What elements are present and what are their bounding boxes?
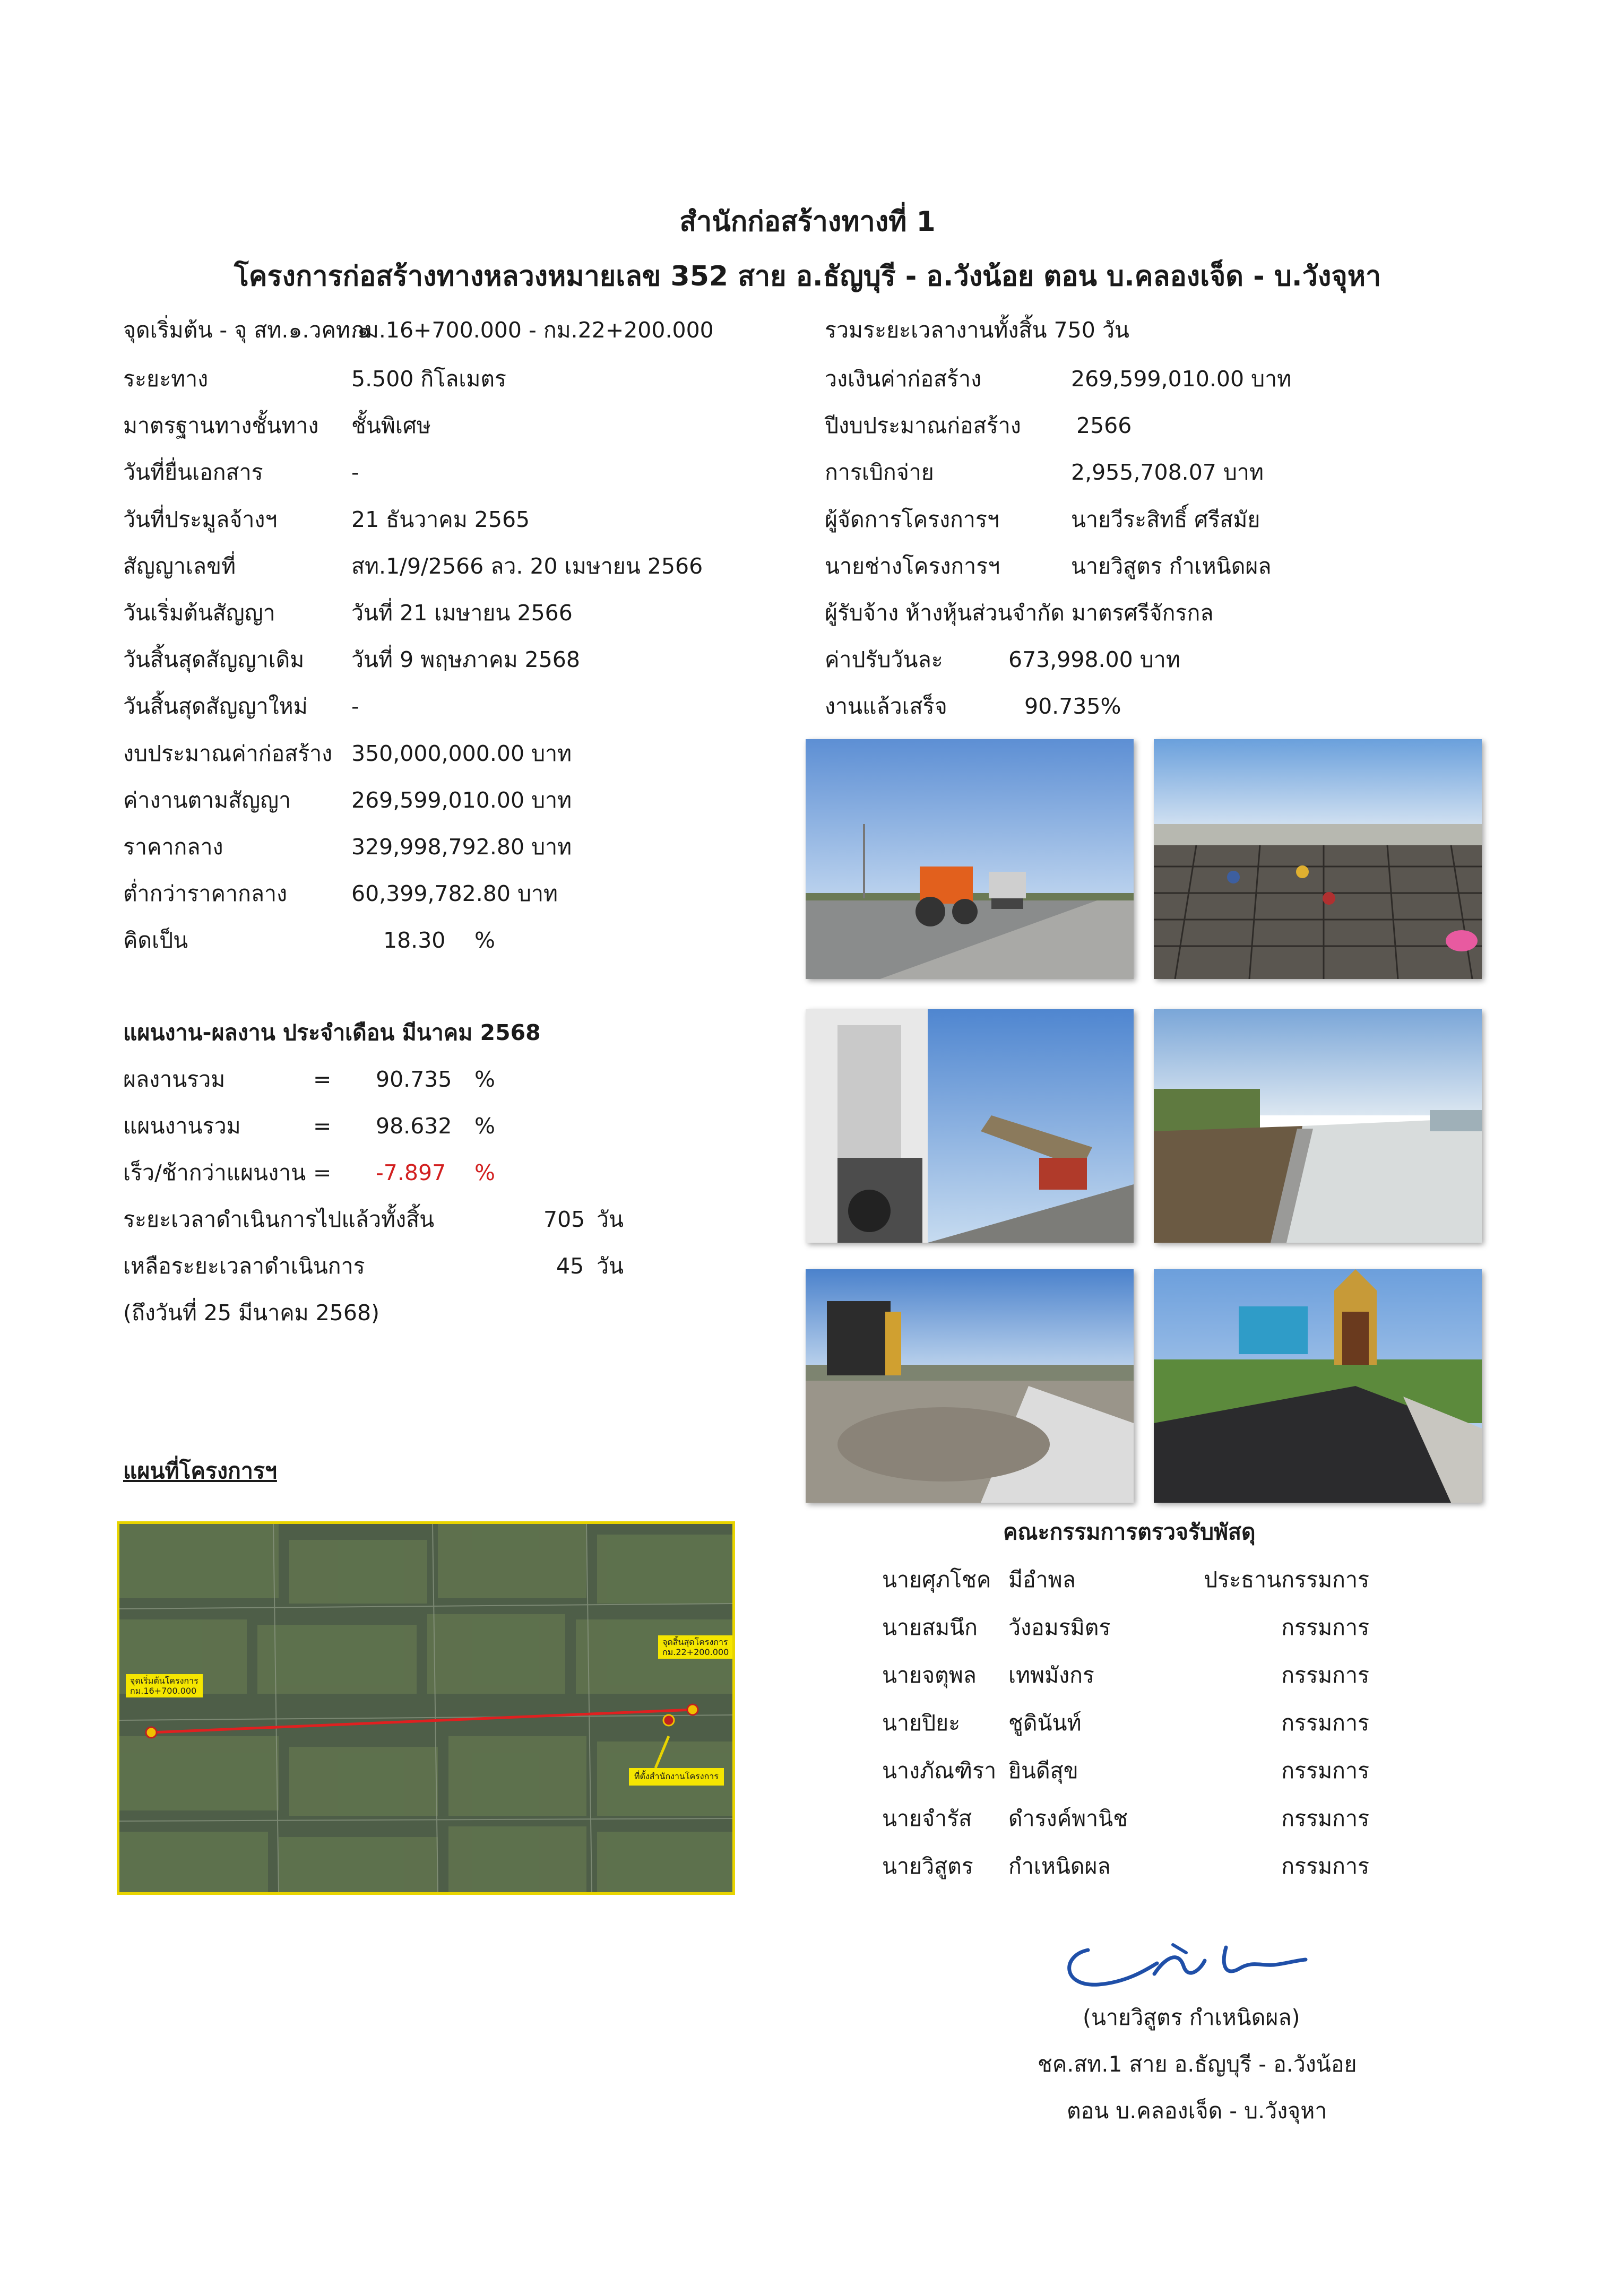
total-duration-label: รวมระยะเวลางานทั้งสิ้น 750 วัน <box>825 317 1129 343</box>
elapsed-label: ระยะเวลาดำเนินการไปแล้วทั้งสิ้น <box>123 1207 435 1232</box>
member-7-surname: กำเหนิดผล <box>1008 1853 1111 1879</box>
distance-label: ระยะทาง <box>123 366 209 392</box>
construction-budget-value: 269,599,010.00 บาท <box>1071 366 1292 392</box>
project-engineer-value: นายวิสูตร กำเหนิดผล <box>1071 553 1272 579</box>
signer-position: ชค.สท.1 สาย อ.ธัญบุรี - อ.วังน้อย <box>1038 2051 1357 2077</box>
budget-value: 350,000,000.00 บาท <box>351 741 572 766</box>
start-end-value: กม.16+700.000 - กม.22+200.000 <box>351 317 714 343</box>
elapsed-value: 705 <box>543 1207 585 1232</box>
median-price-value: 329,998,792.80 บาท <box>351 834 572 860</box>
site-photo-5 <box>806 1269 1134 1503</box>
fiscal-year-label: ปีงบประมาณก่อสร้าง <box>825 413 1021 438</box>
member-3-surname: เทพมังกร <box>1008 1662 1094 1688</box>
member-6-surname: ดำรงค์พานิช <box>1008 1806 1128 1831</box>
disbursement-label: การเบิกจ่าย <box>825 460 934 485</box>
elapsed-unit: วัน <box>597 1207 624 1232</box>
signer-section: ตอน บ.คลองเจ็ด - บ.วังจุหา <box>1067 2098 1327 2124</box>
progress-heading: แผนงาน-ผลงาน ประจำเดือน มีนาคม 2568 <box>123 1020 541 1045</box>
daily-penalty-value: 673,998.00 บาท <box>1008 647 1180 672</box>
contract-end-new-label: วันสิ้นสุดสัญญาใหม่ <box>123 694 308 719</box>
construction-budget-label: วงเงินค่าก่อสร้าง <box>825 366 982 392</box>
member-5-title: นางภัณฑิรา <box>882 1758 997 1783</box>
actual-progress-eq: = <box>313 1067 332 1092</box>
submit-date-value: - <box>351 460 359 485</box>
map-end-callout <box>658 1635 733 1659</box>
remaining-unit: วัน <box>597 1253 624 1279</box>
project-map <box>117 1521 735 1895</box>
map-office-callout: ที่ตั้งสำนักงานโครงการ <box>629 1768 724 1786</box>
contract-start-label: วันเริ่มต้นสัญญา <box>123 600 275 626</box>
actual-progress-value: 90.735 <box>376 1067 452 1092</box>
bid-date-label: วันที่ประมูลจ้างฯ <box>123 507 278 532</box>
map-start-callout <box>126 1674 203 1697</box>
signature-image <box>1051 1934 1327 1998</box>
planned-progress-value: 98.632 <box>376 1113 452 1139</box>
road-standard-value: ชั้นพิเศษ <box>351 413 431 438</box>
site-photo-1 <box>806 739 1134 979</box>
contract-start-value: วันที่ 21 เมษายน 2566 <box>351 600 573 626</box>
budget-label: งบประมาณค่าก่อสร้าง <box>123 741 333 766</box>
percent-unit: % <box>474 928 495 953</box>
member-7-role: กรรมการ <box>1281 1853 1369 1879</box>
distance-value: 5.500 กิโลเมตร <box>351 366 507 392</box>
site-photo-2 <box>1154 739 1482 979</box>
map-end-label: จุดสิ้นสุดโครงการ <box>662 1637 728 1647</box>
member-6-role: กรรมการ <box>1281 1806 1369 1831</box>
member-1-surname: มีอำพล <box>1008 1567 1076 1592</box>
percent-label: คิดเป็น <box>123 928 188 953</box>
committee-heading: คณะกรรมการตรวจรับพัสดุ <box>1003 1519 1256 1545</box>
member-3-title: นายจตุพล <box>882 1662 977 1688</box>
contract-no-value: สท.1/9/2566 ลว. 20 เมษายน 2566 <box>351 553 703 579</box>
as-of-date: (ถึงวันที่ 25 มีนาคม 2568) <box>123 1300 380 1325</box>
road-standard-label: มาตรฐานทางชั้นทาง <box>123 413 319 438</box>
planned-progress-unit: % <box>474 1113 495 1139</box>
bid-date-value: 21 ธันวาคม 2565 <box>351 507 530 532</box>
below-median-value: 60,399,782.80 บาท <box>351 881 558 906</box>
member-4-surname: ชูดินันท์ <box>1008 1710 1082 1736</box>
below-median-label: ต่ำกว่าราคากลาง <box>123 881 288 906</box>
daily-penalty-label: ค่าปรับวันละ <box>825 647 943 672</box>
site-photo-4 <box>1154 1009 1482 1243</box>
variance-label: เร็ว/ช้ากว่าแผนงาน <box>123 1160 306 1185</box>
planned-progress-label: แผนงานรวม <box>123 1113 241 1139</box>
project-engineer-label: นายช่างโครงการฯ <box>825 553 1000 579</box>
start-end-label: จุดเริ่มต้น - จุ สท.๑.วคท.๑ <box>123 317 371 343</box>
actual-progress-label: ผลงานรวม <box>123 1067 226 1092</box>
remaining-label: เหลือระยะเวลาดำเนินการ <box>123 1253 365 1279</box>
fiscal-year-value: 2566 <box>1076 413 1132 438</box>
percent-value: 18.30 <box>383 928 446 953</box>
member-4-role: กรรมการ <box>1281 1710 1369 1736</box>
variance-value: -7.897 <box>376 1160 446 1185</box>
member-6-title: นายจำรัส <box>882 1806 972 1831</box>
variance-unit: % <box>474 1160 495 1185</box>
disbursement-value: 2,955,708.07 บาท <box>1071 460 1264 485</box>
member-3-role: กรรมการ <box>1281 1662 1369 1688</box>
median-price-label: ราคากลาง <box>123 834 223 860</box>
contract-end-new-value: - <box>351 694 359 719</box>
member-4-title: นายปิยะ <box>882 1710 961 1736</box>
map-start-km: กม.16+700.000 <box>130 1686 197 1696</box>
contract-price-value: 269,599,010.00 บาท <box>351 787 572 813</box>
completed-label: งานแล้วเสร็จ <box>825 694 947 719</box>
office-title: สำนักก่อสร้างทางที่ 1 <box>679 206 936 238</box>
contract-end-old-label: วันสิ้นสุดสัญญาเดิม <box>123 647 305 672</box>
contract-end-old-value: วันที่ 9 พฤษภาคม 2568 <box>351 647 580 672</box>
site-photo-6 <box>1154 1269 1482 1503</box>
member-7-title: นายวิสูตร <box>882 1853 973 1879</box>
member-2-title: นายสมนึก <box>882 1615 978 1640</box>
contractor-label: ผู้รับจ้าง ห้างหุ้นส่วนจำกัด มาตรศรีจักรกล <box>825 600 1214 626</box>
remaining-value: 45 <box>556 1253 584 1279</box>
project-manager-label: ผู้จัดการโครงการฯ <box>825 507 999 532</box>
site-photo-3 <box>806 1009 1134 1243</box>
project-title: โครงการก่อสร้างทางหลวงหมายเลข 352 สาย อ.ธัญบุรี - อ.วังน้อย ตอน บ.คลองเจ็ด - บ.วังจุหา <box>234 261 1381 292</box>
contract-no-label: สัญญาเลขที่ <box>123 553 236 579</box>
completed-value: 90.735% <box>1024 694 1121 719</box>
map-end-km: กม.22+200.000 <box>662 1647 729 1658</box>
actual-progress-unit: % <box>474 1067 495 1092</box>
member-5-role: กรรมการ <box>1281 1758 1369 1783</box>
member-5-surname: ยินดีสุข <box>1008 1758 1078 1783</box>
member-2-surname: วังอมรมิตร <box>1008 1615 1111 1640</box>
variance-eq: = <box>313 1160 332 1185</box>
map-start-label: จุดเริ่มต้นโครงการ <box>130 1676 198 1686</box>
member-2-role: กรรมการ <box>1281 1615 1369 1640</box>
member-1-title: นายศุภโชค <box>882 1567 991 1592</box>
contract-price-label: ค่างานตามสัญญา <box>123 787 291 813</box>
member-1-role: ประธานกรรมการ <box>1204 1567 1369 1592</box>
signer-name: (นายวิสูตร กำเหนิดผล) <box>1083 2005 1300 2030</box>
planned-progress-eq: = <box>313 1113 332 1139</box>
map-heading: แผนที่โครงการฯ <box>123 1458 277 1484</box>
project-manager-value: นายวีระสิทธิ์ ศรีสมัย <box>1071 507 1260 532</box>
submit-date-label: วันที่ยื่นเอกสาร <box>123 460 263 485</box>
